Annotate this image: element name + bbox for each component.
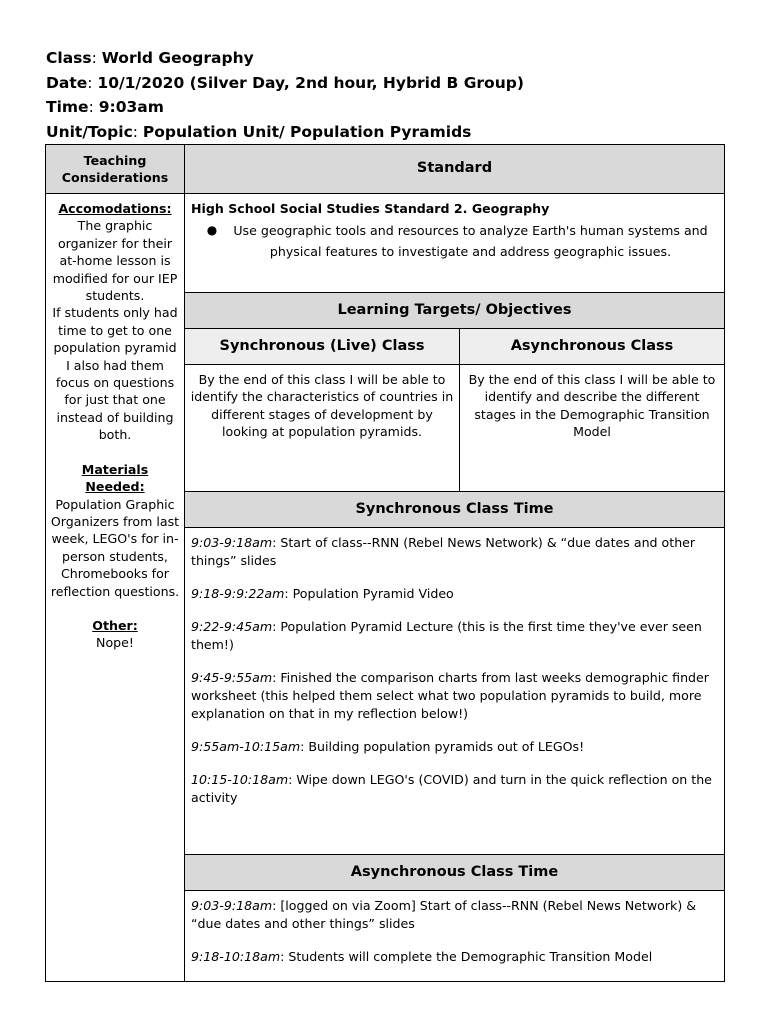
async-schedule — [185, 891, 725, 982]
standard-title: High School Social Studies Standard 2. Geography — [191, 201, 550, 216]
schedule-text: : [logged on via Zoom] Start of class--RNN (Rebel News Network) & “due dates and other things” slides — [191, 898, 697, 931]
sync-schedule — [185, 528, 725, 855]
schedule-entry — [191, 669, 716, 723]
standard-header: Standard — [185, 145, 725, 194]
schedule-entry — [191, 534, 716, 570]
standard-cell — [185, 194, 725, 293]
accommodations-label: Accomodations: — [58, 201, 172, 216]
time-line: Time: 9:03am — [46, 98, 164, 117]
materials-text: Population Graphic Organizers from last week, LEGO's for in-person students, Chromebooks for reflection questions. — [50, 496, 180, 599]
lesson-header — [46, 46, 736, 145]
schedule-time: 9:03-9:18am — [191, 898, 273, 913]
schedule-text: : Building population pyramids out of LEGOs! — [300, 739, 585, 754]
schedule-entry — [191, 948, 716, 966]
other-text: Nope! — [96, 635, 134, 651]
schedule-time: 9:55am-10:15am — [191, 739, 301, 754]
time-value: 9:03am — [98, 98, 164, 117]
schedule-time: 9:03-9:18am — [191, 535, 273, 550]
other-label: Other: — [92, 617, 138, 633]
teaching-considerations-header: Teaching Considerations — [46, 145, 185, 194]
sync-time-header: Synchronous Class Time — [185, 492, 725, 528]
schedule-entry — [191, 771, 716, 807]
schedule-time: 9:22-9:45am — [191, 619, 273, 634]
standard-bullet — [191, 220, 718, 262]
class-line: Class: World Geography — [46, 49, 254, 67]
schedule-text: : Population Pyramid Lecture (this is the first time they've ever seen them!) — [191, 619, 702, 652]
schedule-time: 9:45-9:55am — [191, 670, 273, 685]
time-label: Time — [46, 98, 89, 117]
objectives-header: Learning Targets/ Objectives — [185, 293, 725, 329]
date-value: 10/1/2020 (Silver Day, 2nd hour, Hybrid B Group) — [97, 73, 524, 92]
sync-objective: By the end of this class I will be able to identify the characteristics of countries in different stages of development by looking at population pyramids. — [185, 365, 460, 492]
materials-label: Materials Needed: — [81, 461, 149, 495]
bullet-icon: ● — [206, 223, 218, 238]
accommodations-text-2: If students only had time to get to one population pyramid I also had them focus on questions for just that one instead of building both. — [52, 305, 178, 443]
async-class-header: Asynchronous Class — [460, 329, 725, 365]
schedule-time: 10:15-10:18am — [191, 772, 289, 787]
schedule-time: 9:18-10:18am — [191, 949, 281, 964]
schedule-entry — [191, 738, 716, 756]
async-time-header: Asynchronous Class Time — [185, 855, 725, 891]
schedule-text: : Start of class--RNN (Rebel News Network) & “due dates and other things” slides — [191, 535, 696, 568]
schedule-entry — [191, 897, 716, 933]
lesson-plan-table — [45, 144, 725, 982]
async-objective: By the end of this class I will be able to identify and describe the different stages in the Demographic Transition Model — [460, 365, 725, 492]
accommodations-text: The graphic organizer for their at-home lesson is modified for our IEP students. — [52, 218, 178, 304]
unit-label: Unit/Topic — [46, 123, 133, 142]
schedule-entry — [191, 618, 716, 654]
sync-class-header: Synchronous (Live) Class — [185, 329, 460, 365]
unit-value: Population Unit/ Population Pyramids — [142, 123, 472, 142]
class-value: World Geography — [101, 49, 254, 67]
schedule-entry — [191, 585, 716, 603]
schedule-time: 9:18-9:9:22am — [191, 586, 285, 601]
schedule-text: : Wipe down LEGO's (COVID) and turn in the quick reflection on the activity — [191, 772, 712, 805]
schedule-text: : Finished the comparison charts from last weeks demographic finder worksheet (this helped them select what two population pyramids to build, more explanation on that in my reflection below!) — [191, 670, 709, 721]
schedule-text: : Population Pyramid Video — [284, 586, 454, 601]
standard-bullet-text: Use geographic tools and resources to analyze Earth's human systems and physical features to investigate and address geographic issues. — [233, 223, 708, 260]
date-line: Date: 10/1/2020 (Silver Day, 2nd hour, Hybrid B Group) — [46, 73, 524, 92]
date-label: Date — [46, 73, 88, 92]
unit-line: Unit/Topic: Population Unit/ Population Pyramids — [46, 123, 472, 142]
teaching-considerations-cell — [46, 194, 185, 982]
class-label: Class — [46, 49, 92, 67]
schedule-text: : Students will complete the Demographic Transition Model — [280, 949, 653, 964]
